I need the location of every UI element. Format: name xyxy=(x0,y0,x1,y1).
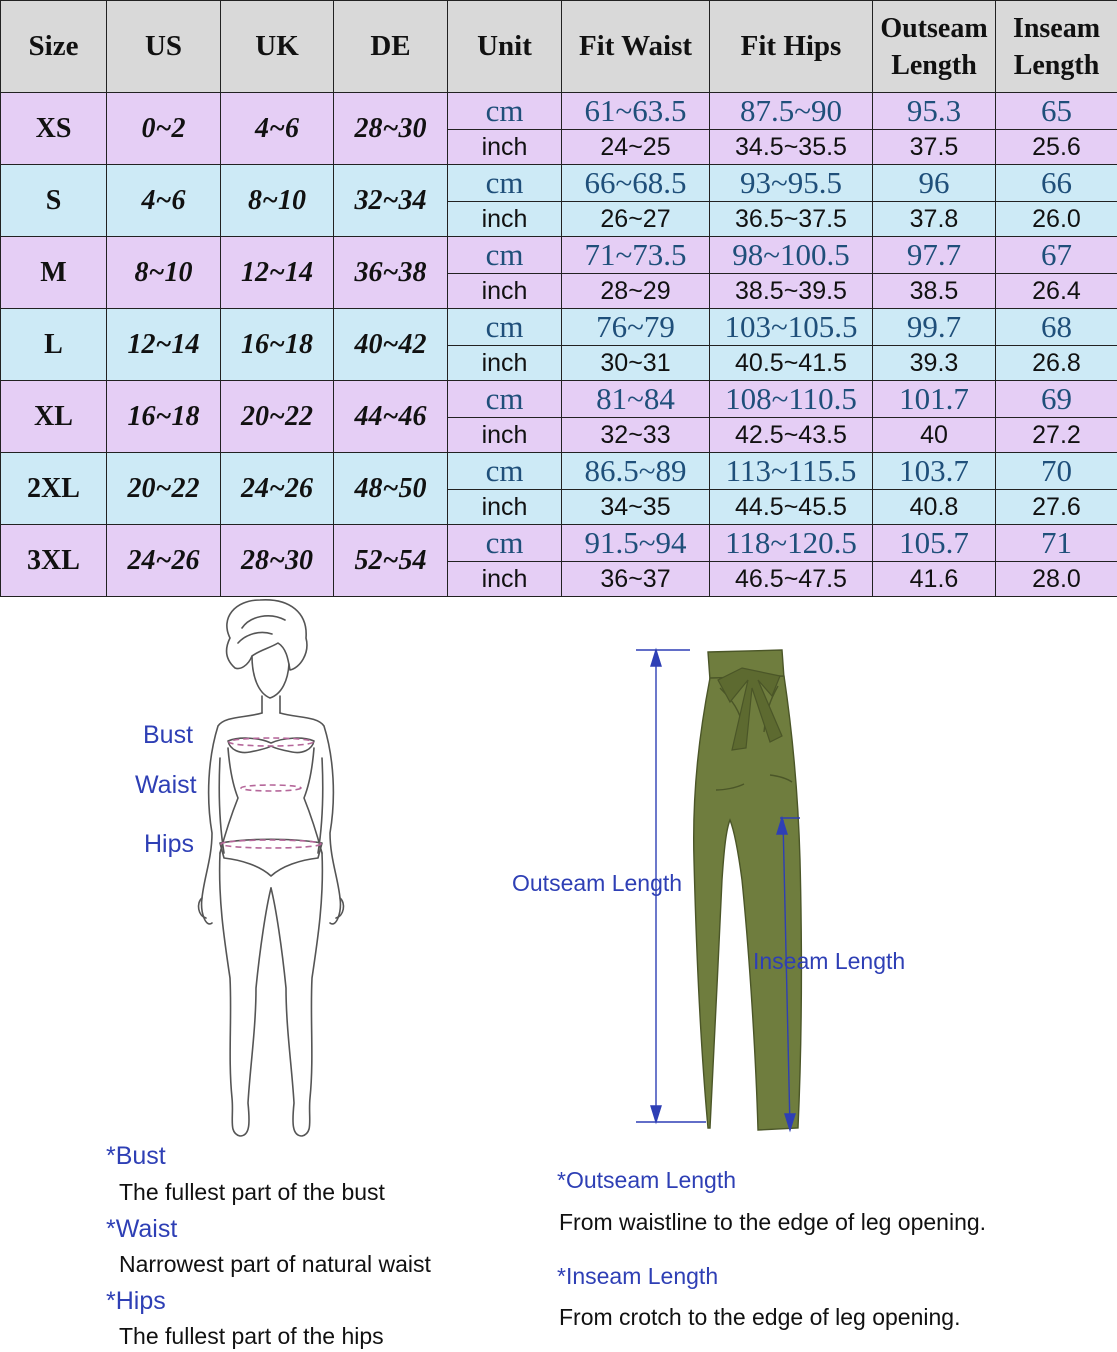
unit-cm-cell: cm xyxy=(448,381,562,418)
header-unit: Unit xyxy=(448,1,562,93)
pants-label-outseam: Outseam Length xyxy=(512,870,683,896)
de-size-cell: 32~34 xyxy=(334,165,448,237)
inseam-inch-cell: 28.0 xyxy=(996,562,1117,597)
fit-hips-cm-cell: 103~105.5 xyxy=(710,309,873,346)
unit-inch-cell: inch xyxy=(448,562,562,597)
header-uk: UK xyxy=(221,1,334,93)
fit-hips-inch-cell: 36.5~37.5 xyxy=(710,202,873,237)
header-fit-hips: Fit Hips xyxy=(710,1,873,93)
header-inseam-line2: Length xyxy=(1013,49,1100,81)
de-size-cell: 48~50 xyxy=(334,453,448,525)
de-size-cell: 44~46 xyxy=(334,381,448,453)
unit-inch-cell: inch xyxy=(448,274,562,309)
size-cell: XL xyxy=(1,381,107,453)
note-bust-title: *Bust xyxy=(106,1142,166,1170)
outseam-cm-cell: 95.3 xyxy=(873,93,996,130)
us-size-cell: 16~18 xyxy=(107,381,221,453)
header-row xyxy=(1,1,1117,93)
fit-waist-inch-cell: 28~29 xyxy=(562,274,710,309)
size-cell: M xyxy=(1,237,107,309)
inseam-cm-cell: 69 xyxy=(996,381,1117,418)
fit-waist-cm-cell: 71~73.5 xyxy=(562,237,710,274)
us-size-cell: 0~2 xyxy=(107,93,221,165)
fit-waist-cm-cell: 76~79 xyxy=(562,309,710,346)
uk-size-cell: 24~26 xyxy=(221,453,334,525)
body-label-waist: Waist xyxy=(135,771,197,799)
unit-cm-cell: cm xyxy=(448,309,562,346)
fit-waist-inch-cell: 30~31 xyxy=(562,346,710,381)
size-cell: XS xyxy=(1,93,107,165)
outseam-inch-cell: 40.8 xyxy=(873,490,996,525)
uk-size-cell: 28~30 xyxy=(221,525,334,597)
unit-cm-cell: cm xyxy=(448,93,562,130)
fit-hips-cm-cell: 93~95.5 xyxy=(710,165,873,202)
fit-hips-inch-cell: 38.5~39.5 xyxy=(710,274,873,309)
inseam-inch-cell: 26.4 xyxy=(996,274,1117,309)
de-size-cell: 28~30 xyxy=(334,93,448,165)
outseam-cm-cell: 96 xyxy=(873,165,996,202)
outseam-cm-cell: 101.7 xyxy=(873,381,996,418)
header-size: Size xyxy=(1,1,107,93)
table-row xyxy=(1,453,1117,490)
inseam-cm-cell: 68 xyxy=(996,309,1117,346)
inseam-inch-cell: 27.6 xyxy=(996,490,1117,525)
fit-waist-inch-cell: 32~33 xyxy=(562,418,710,453)
header-outseam-length xyxy=(873,1,996,93)
unit-cm-cell: cm xyxy=(448,525,562,562)
table-row xyxy=(1,237,1117,274)
inseam-cm-cell: 67 xyxy=(996,237,1117,274)
uk-size-cell: 16~18 xyxy=(221,309,334,381)
outseam-inch-cell: 39.3 xyxy=(873,346,996,381)
fit-hips-cm-cell: 87.5~90 xyxy=(710,93,873,130)
note-inseam-desc: From crotch to the edge of leg opening. xyxy=(559,1304,961,1330)
header-outseam-line1: Outseam xyxy=(880,12,988,44)
fit-waist-cm-cell: 61~63.5 xyxy=(562,93,710,130)
fit-waist-inch-cell: 26~27 xyxy=(562,202,710,237)
uk-size-cell: 4~6 xyxy=(221,93,334,165)
table-row xyxy=(1,165,1117,202)
note-hips-title: *Hips xyxy=(106,1287,166,1315)
de-size-cell: 40~42 xyxy=(334,309,448,381)
fit-waist-inch-cell: 34~35 xyxy=(562,490,710,525)
unit-cm-cell: cm xyxy=(448,165,562,202)
fit-waist-inch-cell: 24~25 xyxy=(562,130,710,165)
table-row xyxy=(1,525,1117,562)
outseam-inch-cell: 37.5 xyxy=(873,130,996,165)
note-outseam-title: *Outseam Length xyxy=(557,1167,737,1193)
unit-cm-cell: cm xyxy=(448,237,562,274)
outseam-inch-cell: 38.5 xyxy=(873,274,996,309)
table-row xyxy=(1,93,1117,130)
size-cell: S xyxy=(1,165,107,237)
unit-cm-cell: cm xyxy=(448,453,562,490)
fit-hips-cm-cell: 113~115.5 xyxy=(710,453,873,490)
size-cell: 3XL xyxy=(1,525,107,597)
fit-waist-cm-cell: 91.5~94 xyxy=(562,525,710,562)
inseam-cm-cell: 70 xyxy=(996,453,1117,490)
uk-size-cell: 8~10 xyxy=(221,165,334,237)
fit-hips-cm-cell: 108~110.5 xyxy=(710,381,873,418)
size-chart-table xyxy=(0,0,1117,597)
header-outseam-line2: Length xyxy=(891,49,977,81)
fit-hips-inch-cell: 46.5~47.5 xyxy=(710,562,873,597)
fit-waist-cm-cell: 66~68.5 xyxy=(562,165,710,202)
de-size-cell: 52~54 xyxy=(334,525,448,597)
unit-inch-cell: inch xyxy=(448,490,562,525)
header-us: US xyxy=(107,1,221,93)
unit-inch-cell: inch xyxy=(448,130,562,165)
outseam-cm-cell: 103.7 xyxy=(873,453,996,490)
us-size-cell: 20~22 xyxy=(107,453,221,525)
outseam-cm-cell: 99.7 xyxy=(873,309,996,346)
outseam-inch-cell: 41.6 xyxy=(873,562,996,597)
fit-hips-inch-cell: 40.5~41.5 xyxy=(710,346,873,381)
outseam-cm-cell: 105.7 xyxy=(873,525,996,562)
unit-inch-cell: inch xyxy=(448,346,562,381)
fit-hips-inch-cell: 34.5~35.5 xyxy=(710,130,873,165)
header-inseam-length xyxy=(996,1,1117,93)
inseam-cm-cell: 71 xyxy=(996,525,1117,562)
table-row xyxy=(1,381,1117,418)
note-waist-title: *Waist xyxy=(106,1215,178,1243)
size-cell: 2XL xyxy=(1,453,107,525)
note-hips-desc: The fullest part of the hips xyxy=(119,1323,384,1349)
header-de: DE xyxy=(334,1,448,93)
fit-hips-cm-cell: 118~120.5 xyxy=(710,525,873,562)
de-size-cell: 36~38 xyxy=(334,237,448,309)
inseam-inch-cell: 26.0 xyxy=(996,202,1117,237)
outseam-inch-cell: 37.8 xyxy=(873,202,996,237)
unit-inch-cell: inch xyxy=(448,202,562,237)
fit-waist-cm-cell: 86.5~89 xyxy=(562,453,710,490)
body-label-hips: Hips xyxy=(144,830,195,858)
fit-waist-inch-cell: 36~37 xyxy=(562,562,710,597)
header-fit-waist: Fit Waist xyxy=(562,1,710,93)
outseam-inch-cell: 40 xyxy=(873,418,996,453)
size-table-body xyxy=(1,93,1117,597)
size-cell: L xyxy=(1,309,107,381)
us-size-cell: 12~14 xyxy=(107,309,221,381)
uk-size-cell: 20~22 xyxy=(221,381,334,453)
fit-hips-cm-cell: 98~100.5 xyxy=(710,237,873,274)
note-waist-desc: Narrowest part of natural waist xyxy=(119,1251,431,1277)
note-inseam-title: *Inseam Length xyxy=(557,1263,719,1289)
note-bust-desc: The fullest part of the bust xyxy=(119,1179,385,1205)
fit-hips-inch-cell: 44.5~45.5 xyxy=(710,490,873,525)
inseam-cm-cell: 65 xyxy=(996,93,1117,130)
inseam-inch-cell: 27.2 xyxy=(996,418,1117,453)
inseam-inch-cell: 25.6 xyxy=(996,130,1117,165)
body-figure-illustration xyxy=(190,598,350,1143)
us-size-cell: 4~6 xyxy=(107,165,221,237)
outseam-cm-cell: 97.7 xyxy=(873,237,996,274)
unit-inch-cell: inch xyxy=(448,418,562,453)
us-size-cell: 8~10 xyxy=(107,237,221,309)
inseam-inch-cell: 26.8 xyxy=(996,346,1117,381)
note-outseam-desc: From waistline to the edge of leg opening. xyxy=(559,1209,987,1235)
fit-waist-cm-cell: 81~84 xyxy=(562,381,710,418)
header-inseam-line1: Inseam xyxy=(1012,12,1101,44)
body-label-bust: Bust xyxy=(143,721,194,749)
fit-hips-inch-cell: 42.5~43.5 xyxy=(710,418,873,453)
us-size-cell: 24~26 xyxy=(107,525,221,597)
uk-size-cell: 12~14 xyxy=(221,237,334,309)
pants-label-inseam: Inseam Length xyxy=(753,948,906,974)
table-row xyxy=(1,309,1117,346)
inseam-cm-cell: 66 xyxy=(996,165,1117,202)
